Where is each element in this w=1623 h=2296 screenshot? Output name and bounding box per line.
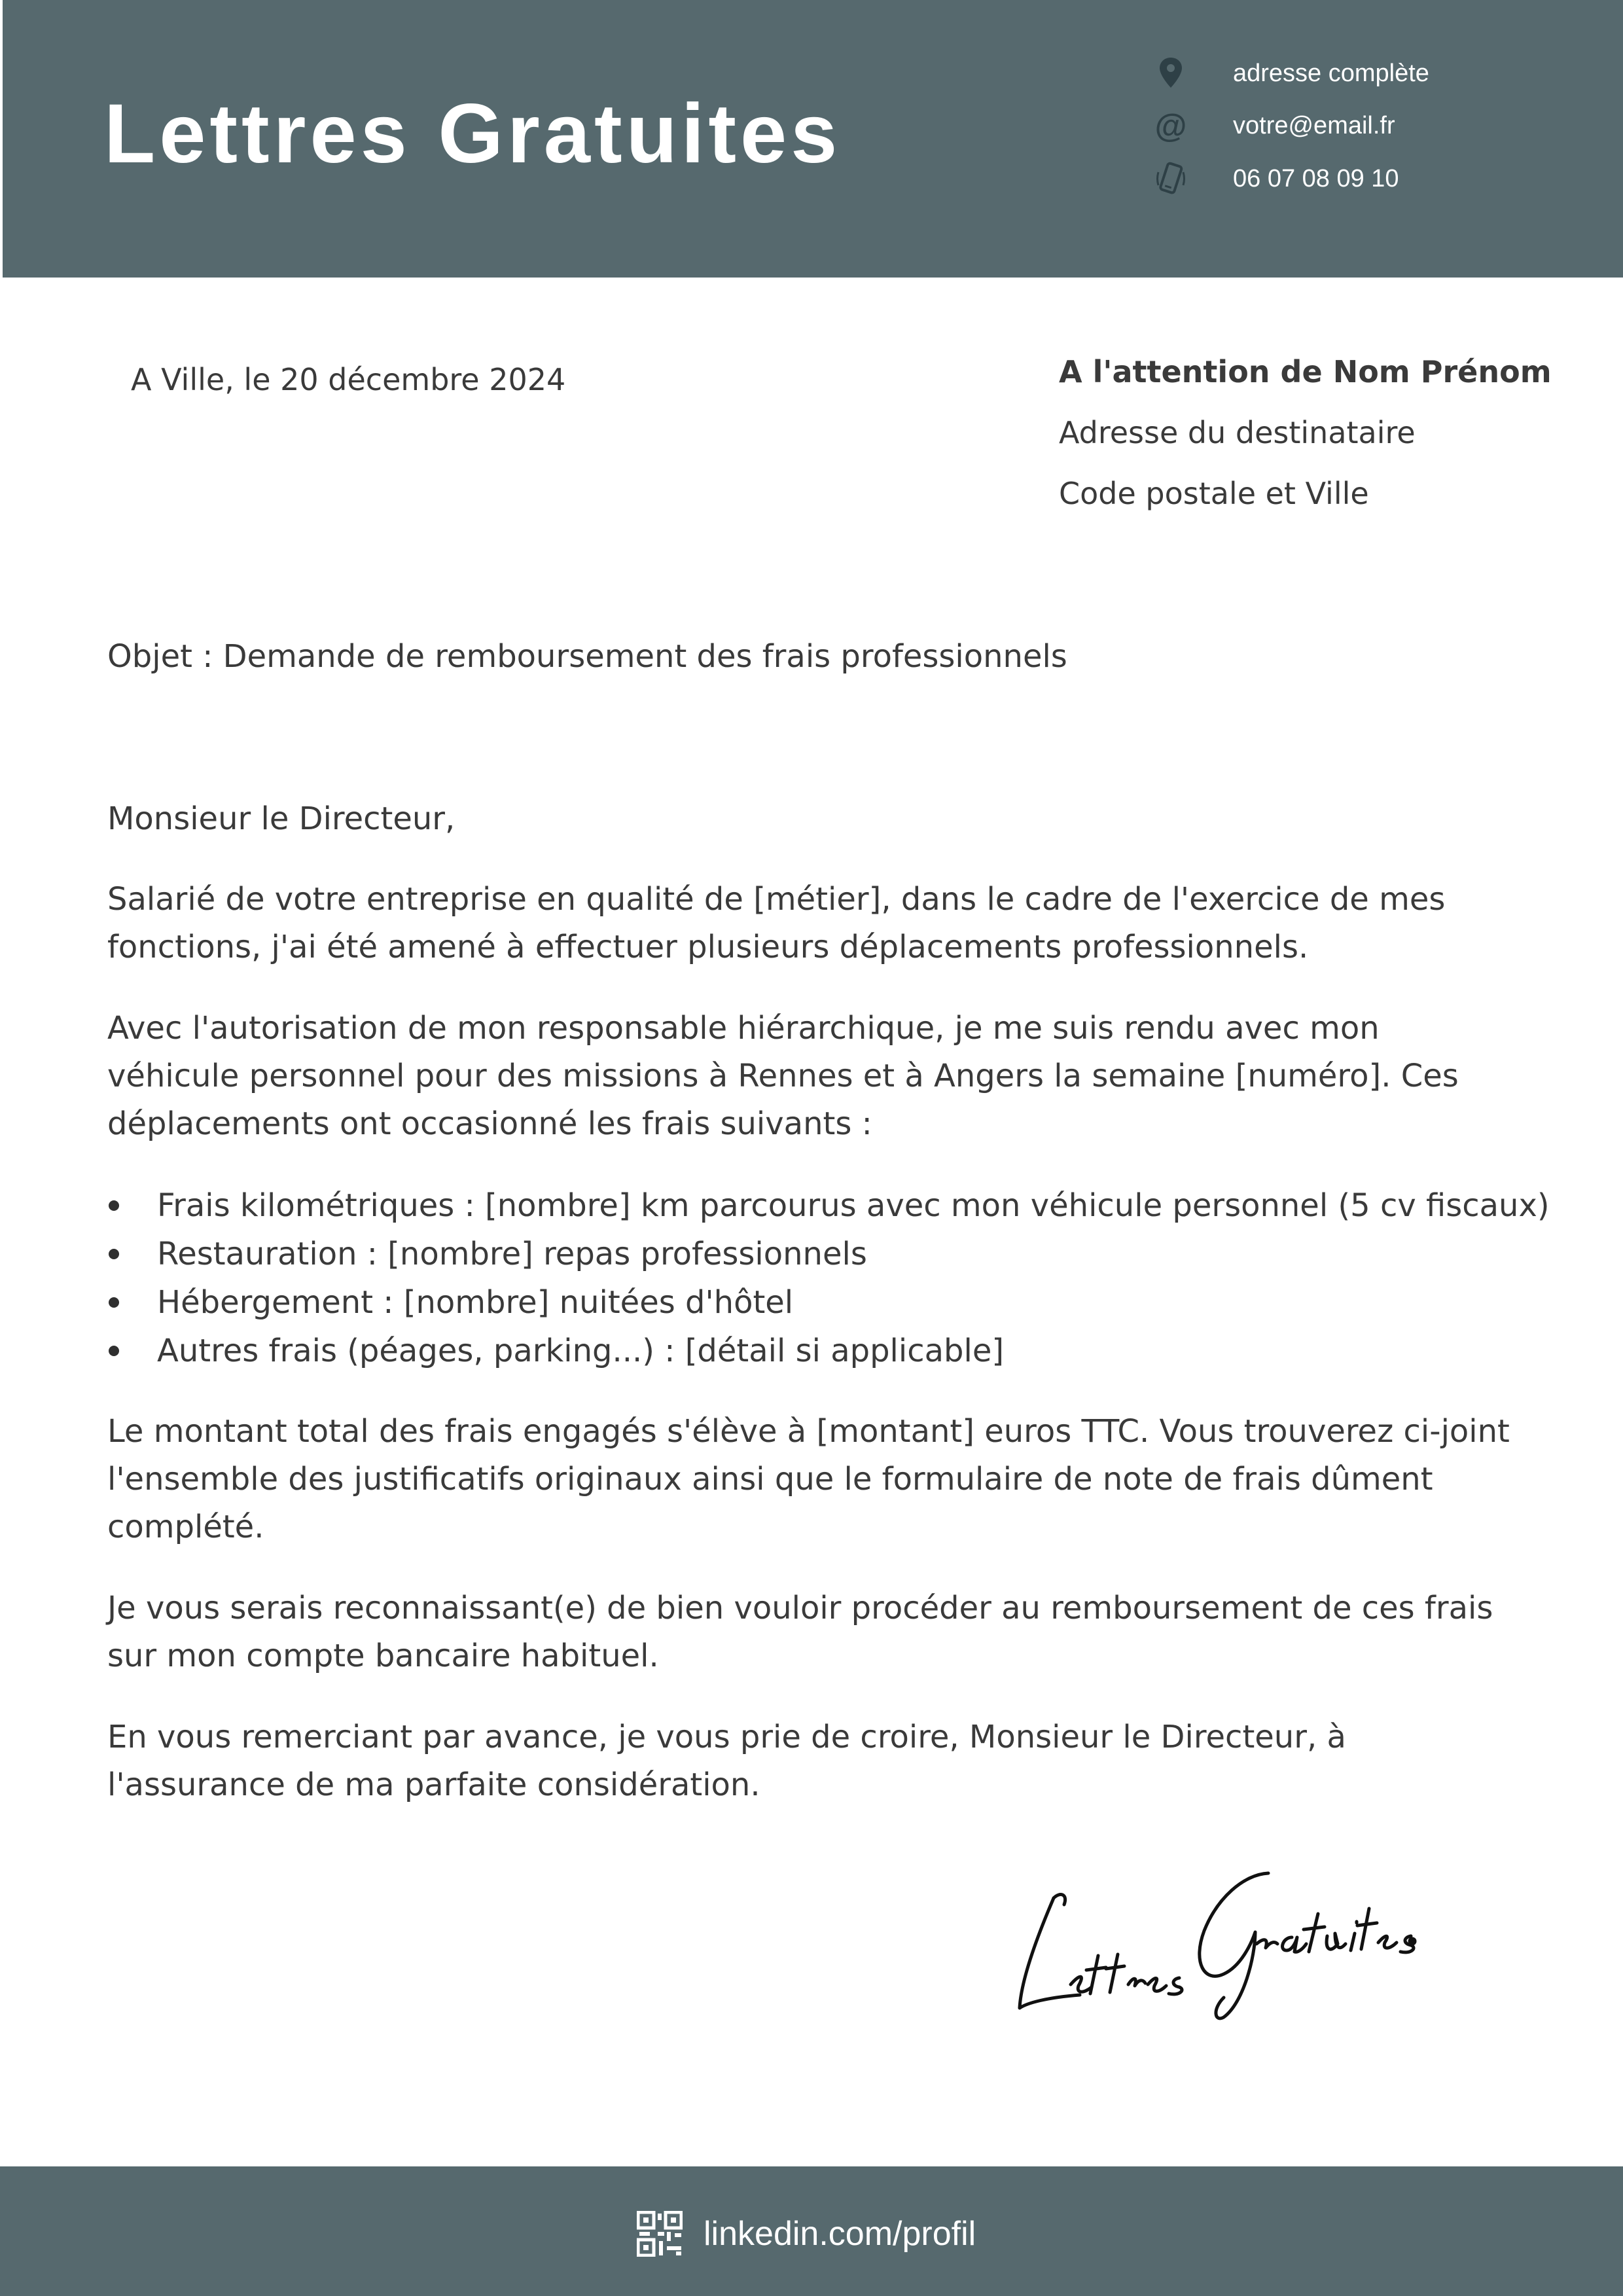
footer-band — [0, 2166, 1623, 2296]
expense-text: Frais kilométriques : [nombre] km parcourus avec mon véhicule personnel (5 cv fiscaux) — [157, 1187, 1550, 1224]
at-sign-icon — [1154, 106, 1187, 145]
phone-text: 06 07 08 09 10 — [1233, 165, 1399, 192]
header-band — [3, 0, 1623, 278]
body-paragraph: Le montant total des frais engagés s'élève à [montant] euros TTC. Vous trouverez ci-joint l'ensemble des justificatifs originaux ainsi que le formulaire de note de frais dûment complété. — [107, 1413, 1510, 1545]
location-pin-icon — [1154, 54, 1187, 93]
salutation: Monsieur le Directeur, — [107, 800, 455, 837]
recipient-city: Code postale et Ville — [1059, 476, 1369, 511]
contact-address — [1154, 54, 1599, 93]
expense-text: Restauration : [nombre] repas professionnels — [157, 1236, 867, 1272]
date-line: A Ville, le 20 décembre 2024 — [131, 362, 566, 397]
subject-line: Objet : Demande de remboursement des frais professionnels — [107, 638, 1067, 675]
linkedin-link[interactable]: linkedin.com/profil — [704, 2215, 976, 2253]
expense-text: Autres frais (péages, parking...) : [détail si applicable] — [157, 1333, 1005, 1369]
expense-list — [107, 1181, 1550, 1375]
recipient-address: Adresse du destinataire — [1059, 415, 1416, 450]
phone-icon — [1154, 159, 1187, 198]
expense-item — [107, 1230, 1521, 1278]
bullet-icon — [109, 1297, 119, 1308]
body-paragraph: Salarié de votre entreprise en qualité de [métier], dans le cadre de l'exercice de mes fonctions, j'ai été amené à effectuer plusieurs déplacements professionnels. — [107, 881, 1446, 965]
expense-text: Hébergement : [nombre] nuitées d'hôtel — [157, 1284, 794, 1321]
contact-phone — [1154, 159, 1599, 198]
body-paragraph: Avec l'autorisation de mon responsable hiérarchique, je me suis rendu avec mon véhicule personnel pour des missions à Rennes et à Angers la semaine [numéro]. Ces déplacements ont occasionné les frais suivants : — [107, 1010, 1459, 1142]
bullet-icon — [109, 1200, 119, 1211]
letter-body — [107, 795, 1550, 1842]
handwritten-signature — [1008, 1846, 1427, 2029]
bullet-icon — [109, 1346, 119, 1356]
qr-code-icon — [637, 2211, 683, 2257]
expense-item — [107, 1327, 1521, 1375]
email-text[interactable]: votre@email.fr — [1233, 112, 1395, 139]
body-paragraph: En vous remerciant par avance, je vous prie de croire, Monsieur le Directeur, à l'assurance de ma parfaite considération. — [107, 1719, 1346, 1803]
brand-title: Lettres Gratuites — [104, 87, 842, 181]
expense-item — [107, 1278, 1521, 1327]
recipient-block — [1059, 342, 1596, 524]
bullet-icon — [109, 1249, 119, 1259]
recipient-name: A l'attention de Nom Prénom — [1059, 354, 1552, 389]
contact-email — [1154, 106, 1599, 145]
address-text: adresse complète — [1233, 60, 1429, 87]
body-paragraph: Je vous serais reconnaissant(e) de bien vouloir procéder au remboursement de ces frais sur mon compte bancaire habituel. — [107, 1590, 1493, 1674]
at-sign-glyph: @ — [1154, 107, 1187, 144]
expense-item — [107, 1181, 1550, 1230]
